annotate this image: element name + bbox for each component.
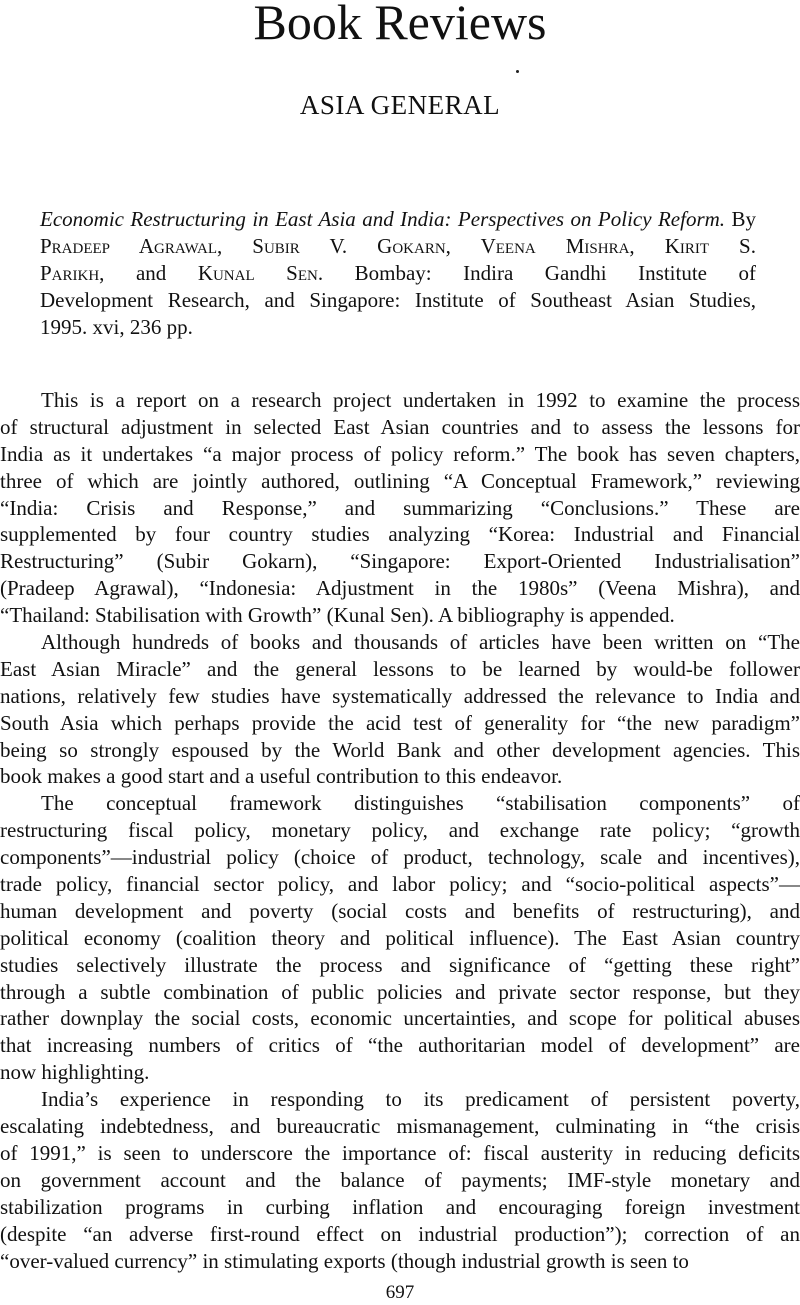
stray-mark bbox=[516, 70, 519, 73]
text-line: “India: Crisis and Response,” and summarizing “Conclusions.” These are bbox=[0, 495, 800, 520]
text-line: (despite “an adverse first-round effect on industrial production”); correction of an bbox=[0, 1221, 800, 1246]
citation-line bbox=[40, 206, 756, 233]
citation-line bbox=[40, 233, 756, 260]
text-line: “Thailand: Stabilisation with Growth” (Kunal Sen). A bibliography is appended. bbox=[0, 603, 675, 628]
text-line: book makes a good start and a useful contribution to this endeavor. bbox=[0, 764, 563, 789]
text-line: India’s experience in responding to its predicament of persistent poverty, bbox=[41, 1087, 800, 1112]
text-line: restructuring fiscal policy, monetary policy, and exchange rate policy; “growth bbox=[0, 818, 800, 843]
paragraph bbox=[0, 1086, 800, 1274]
text-line: of 1991,” is seen to underscore the importance of: fiscal austerity in reducing deficits bbox=[0, 1140, 800, 1165]
author-names: Kunal Sen. bbox=[197, 261, 324, 285]
text-line: supplemented by four country studies analyzing “Korea: Industrial and Financial bbox=[0, 522, 800, 547]
paragraph bbox=[0, 629, 800, 790]
text-line: East Asian Miracle” and the general lessons to be learned by would-be follower bbox=[0, 656, 800, 681]
review-body bbox=[0, 387, 800, 1274]
book-citation bbox=[40, 206, 756, 341]
page-number: 697 bbox=[385, 1282, 415, 1303]
text-line: (Pradeep Agrawal), “Indonesia: Adjustment in the 1980s” (Veena Mishra), and bbox=[0, 576, 800, 601]
text-line: “over-valued currency” in stimulating exports (though industrial growth is seen to bbox=[0, 1248, 689, 1273]
text-line: Although hundreds of books and thousands of articles have been written on “The bbox=[41, 630, 800, 655]
text-line: being so strongly espoused by the World Bank and other development agencies. This bbox=[0, 737, 800, 762]
text-line: of structural adjustment in selected East Asian countries and to assess the lessons for bbox=[0, 414, 800, 439]
text-line: that increasing numbers of critics of “the authoritarian model of development” are bbox=[0, 1033, 800, 1058]
text-line: through a subtle combination of public policies and private sector response, but they bbox=[0, 979, 800, 1004]
text-line: stabilization programs in curbing inflation and encouraging foreign investment bbox=[0, 1194, 800, 1219]
citation-text: Development Research, and Singapore: Institute of Southeast Asian Studies, bbox=[40, 288, 756, 312]
citation-line bbox=[40, 287, 756, 314]
text-line: escalating indebtedness, and bureaucratic mismanagement, culminating in “the crisis bbox=[0, 1114, 800, 1139]
author-names: Pradeep Agrawal, Subir V. Gokarn, Veena Mishra, Kirit S. bbox=[40, 234, 756, 258]
text-line: political economy (coalition theory and political influence). The East Asian country bbox=[0, 925, 800, 950]
citation-text: Bombay: Indira Gandhi Institute of bbox=[323, 261, 756, 285]
citation-text: 1995. xvi, 236 pp. bbox=[40, 315, 193, 339]
text-line: human development and poverty (social costs and benefits of restructuring), and bbox=[0, 898, 800, 923]
citation-text: and bbox=[104, 261, 198, 285]
paragraph bbox=[0, 387, 800, 629]
text-line: now highlighting. bbox=[0, 1060, 150, 1085]
citation-line bbox=[40, 314, 756, 341]
text-line: nations, relatively few studies have systematically addressed the relevance to India and bbox=[0, 683, 800, 708]
text-line: trade policy, financial sector policy, and labor policy; and “socio-political aspects”— bbox=[0, 872, 800, 897]
text-line: Restructuring” (Subir Gokarn), “Singapore: Export-Oriented Industrialisation” bbox=[0, 549, 800, 574]
citation-line bbox=[40, 260, 756, 287]
citation-text: By bbox=[725, 207, 757, 231]
book-title: Economic Restructuring in East Asia and India: Perspectives on Policy Reform. bbox=[40, 207, 726, 231]
section-heading: ASIA GENERAL bbox=[299, 90, 501, 120]
page-title: Book Reviews bbox=[253, 0, 547, 50]
text-line: three of which are jointly authored, outlining “A Conceptual Framework,” reviewing bbox=[0, 468, 800, 493]
text-line: components”—industrial policy (choice of product, technology, scale and incentives), bbox=[0, 845, 800, 870]
text-line: India as it undertakes “a major process of policy reform.” The book has seven chapters, bbox=[0, 441, 800, 466]
paragraph bbox=[0, 790, 800, 1086]
text-line: The conceptual framework distinguishes “stabilisation components” of bbox=[41, 791, 800, 816]
text-line: South Asia which perhaps provide the acid test of generality for “the new paradigm” bbox=[0, 710, 800, 735]
text-line: on government account and the balance of payments; IMF-style monetary and bbox=[0, 1167, 800, 1192]
text-line: rather downplay the social costs, economic uncertainties, and scope for political abuses bbox=[0, 1006, 800, 1031]
text-line: studies selectively illustrate the process and significance of “getting these right” bbox=[0, 952, 800, 977]
author-names: Parikh, bbox=[40, 261, 105, 285]
text-line: This is a report on a research project undertaken in 1992 to examine the process bbox=[41, 388, 800, 412]
